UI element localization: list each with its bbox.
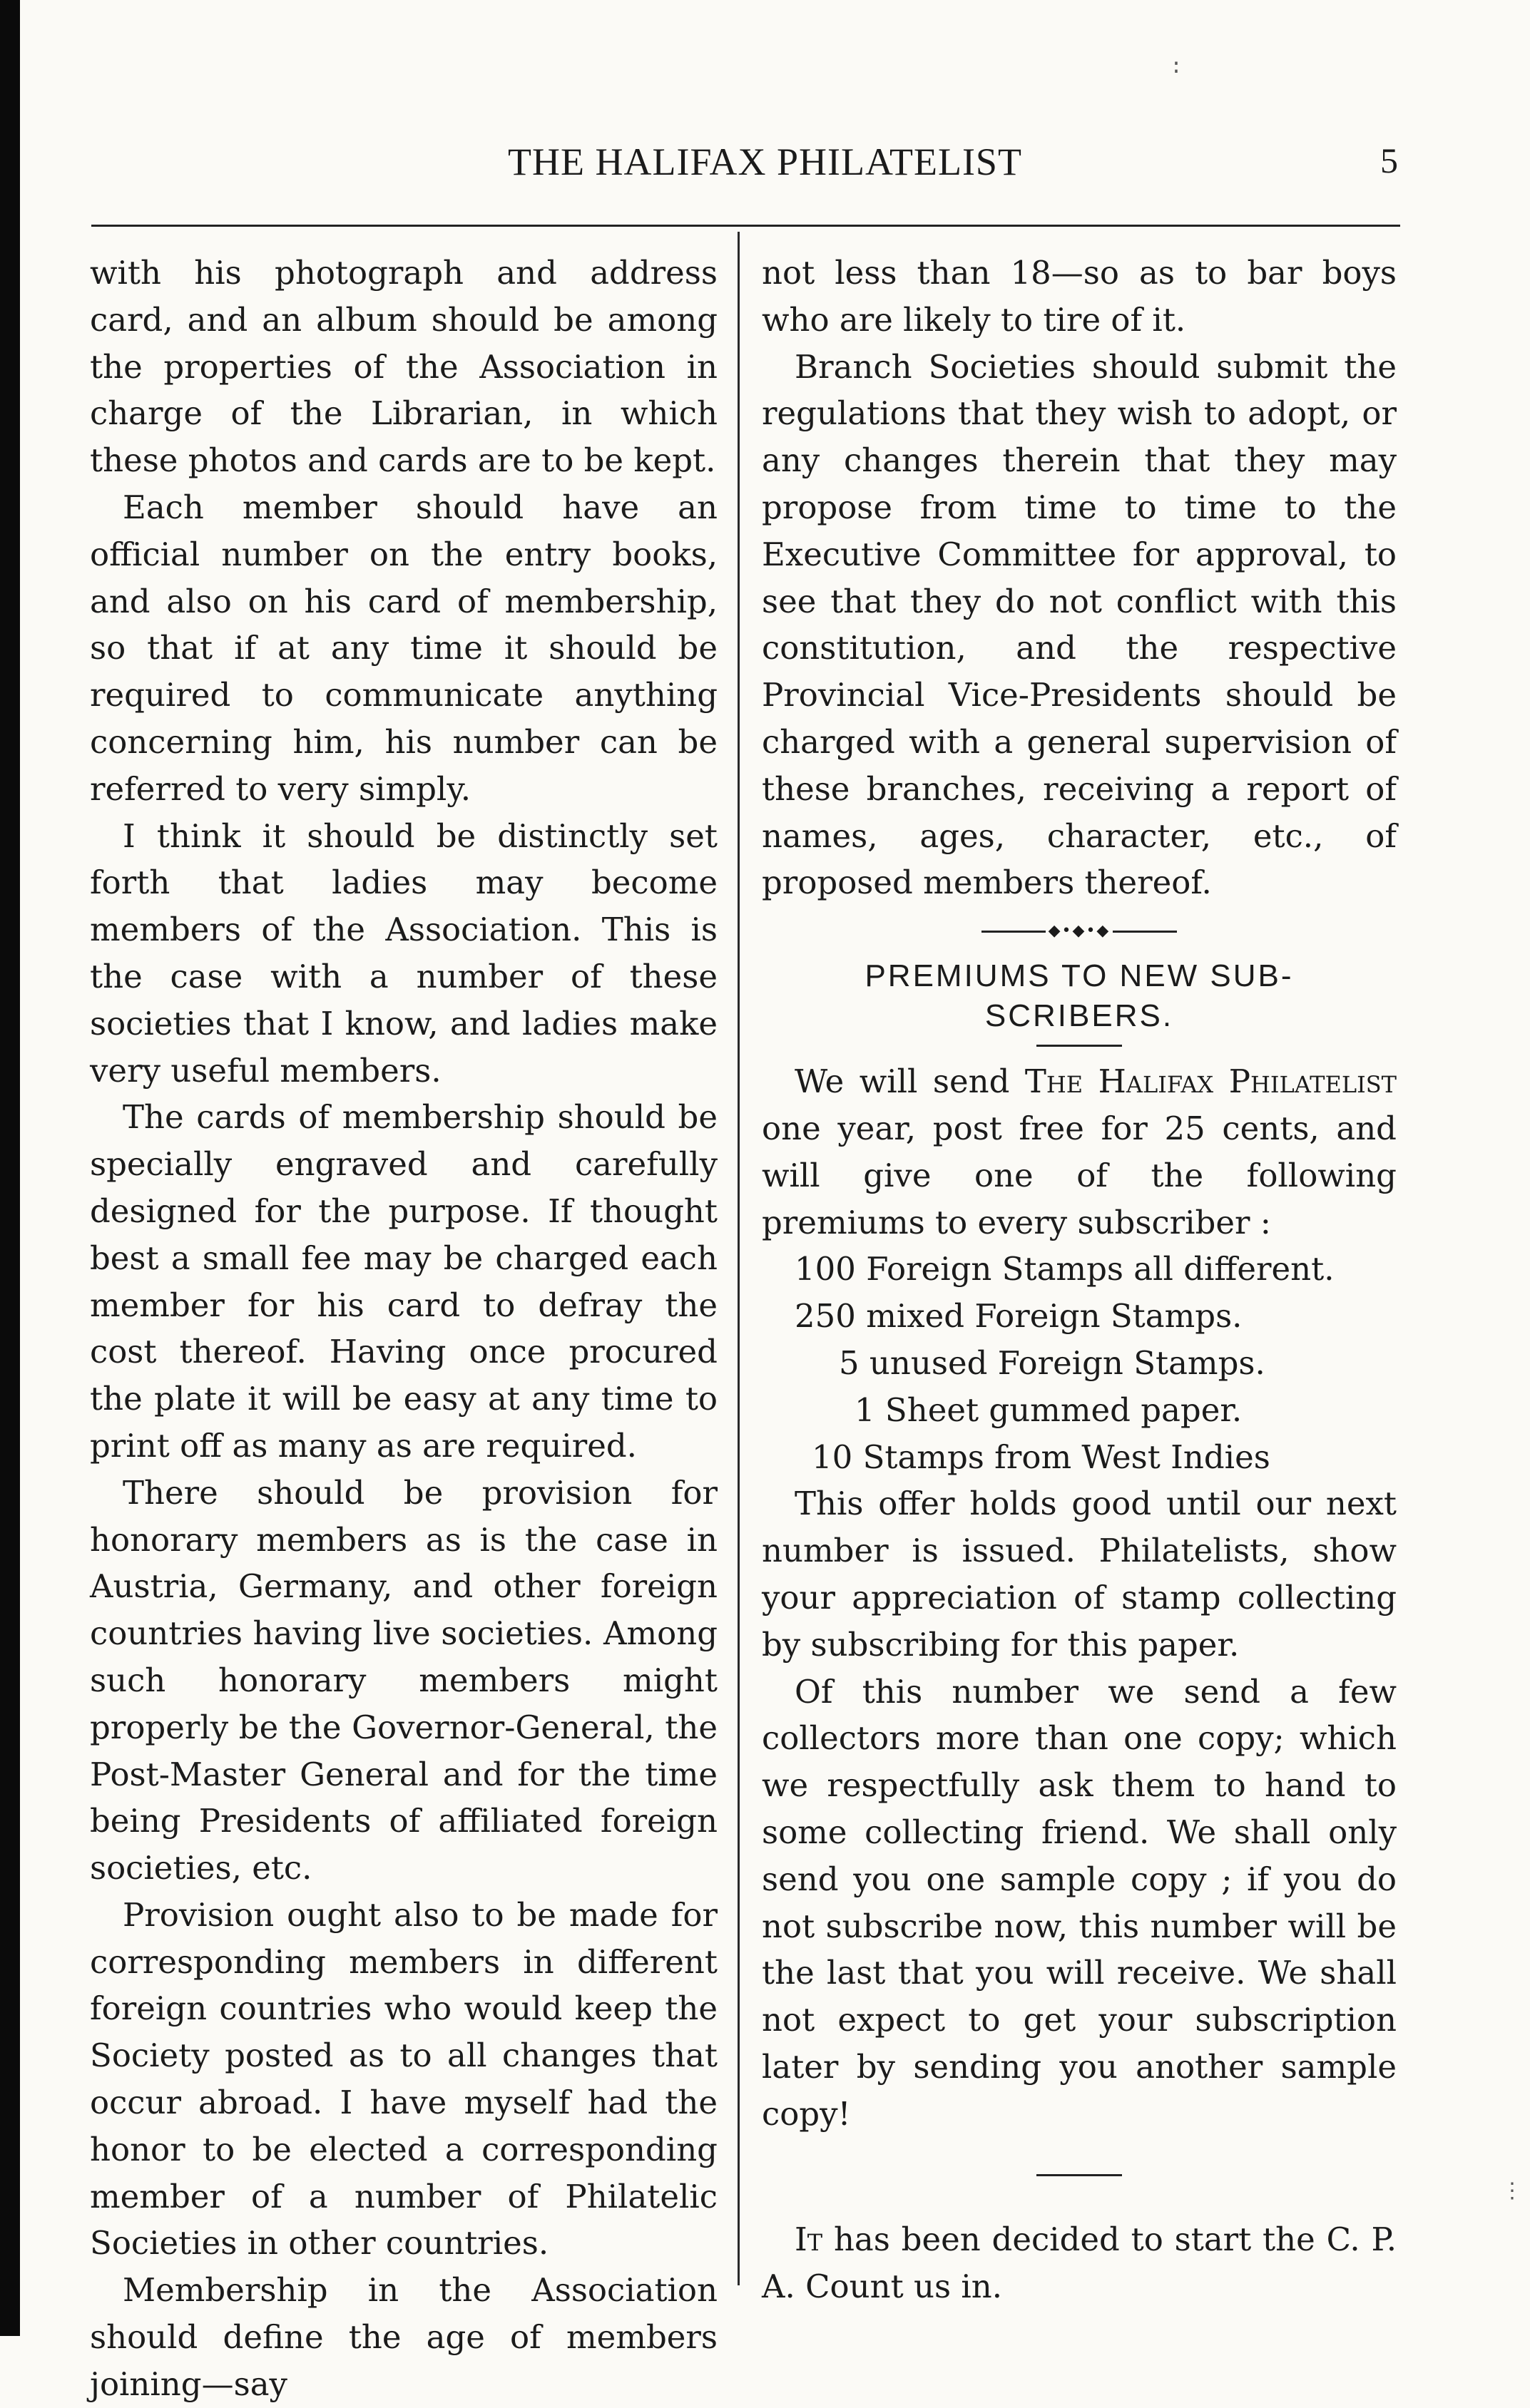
right-column bbox=[762, 250, 1397, 2310]
section-title bbox=[762, 956, 1397, 1036]
section-title-line: SCRIBERS. bbox=[984, 998, 1174, 1034]
margin-mark-top: : bbox=[1170, 56, 1183, 80]
running-title: THE HALIFAX PHILATELIST bbox=[508, 140, 1022, 183]
premium-item: 250 mixed Foreign Stamps. bbox=[795, 1297, 1243, 1336]
premium-list bbox=[762, 1246, 1397, 1480]
left-column bbox=[90, 250, 718, 2408]
ornament-glyph: ◆•◆•◆ bbox=[1048, 922, 1111, 941]
paragraph: This offer holds good until our next number is issued. Philatelists, show your appreciation of stamp collecting by subscribing for this paper. bbox=[762, 1485, 1397, 1664]
paragraph: There should be provision for honorary members as is the case in Austria, Germany, and other foreign countries having live societies. Among such honorary members might properly be the Governor-General, the Post-Master General and for the time being Presidents of affiliated foreign societies, etc. bbox=[90, 1473, 718, 1887]
paragraph: Membership in the Association should define the age of members joining—say bbox=[90, 2271, 718, 2403]
margin-mark-bottom: ⋮ bbox=[1501, 2181, 1523, 2205]
closing-note: It has been decided to start the C. P. A. Count us in. bbox=[762, 2220, 1397, 2306]
offer-intro: We will send The Halifax Philatelist one year, post free for 25 cents, and will give one of the following premiums to every subscriber : bbox=[762, 1062, 1397, 1241]
premium-item: 5 unused Foreign Stamps. bbox=[839, 1343, 1265, 1382]
column-divider bbox=[738, 232, 740, 2285]
section-ornament bbox=[762, 906, 1397, 956]
binding-edge-bar bbox=[0, 0, 20, 2336]
paragraph: with his photograph and address card, and an album should be among the properties of the Association in charge of the Librarian, in which these photos and cards are to be kept. bbox=[90, 254, 718, 480]
premium-item: 1 Sheet gummed paper. bbox=[855, 1390, 1243, 1429]
paragraph: Each member should have an official number on the entry books, and also on his card of membership, so that if at any time it should be required to communicate anything concerning him, his number can be referred to very simply. bbox=[90, 488, 718, 808]
closing-rule bbox=[1036, 2174, 1122, 2176]
paragraph: not less than 18—so as to bar boys who are likely to tire of it. bbox=[762, 254, 1397, 339]
section-title-line: PREMIUMS TO NEW SUB- bbox=[865, 958, 1294, 994]
premium-item: 100 Foreign Stamps all different. bbox=[795, 1250, 1335, 1288]
title-rule bbox=[1036, 1045, 1122, 1047]
paragraph: Provision ought also to be made for corresponding members in different foreign countries who would keep the Society posted as to all changes that occur abroad. I have myself had the honor to be elected a corresponding member of a number of Philatelic Societies in other countries. bbox=[90, 1895, 718, 2263]
paragraph: Branch Societies should submit the regulations that they wish to adopt, or any changes therein that they may propose from time to time to the Executive Committee for approval, to see that they do not conflict with this constitution, and the respective Provincial Vice-Presidents should be charged with a general supervision of these branches, receiving a report of names, ages, character, etc., of proposed members thereof. bbox=[762, 347, 1397, 902]
publication-name: The Halifax Philatelist bbox=[1024, 1062, 1397, 1101]
paragraph: I think it should be distinctly set forth that ladies may become members of the Association. This is the case with a number of these societies that I know, and ladies make very useful members. bbox=[90, 816, 718, 1090]
premium-item: 10 Stamps from West Indies bbox=[812, 1438, 1270, 1476]
header-rule bbox=[91, 225, 1400, 227]
paragraph: The cards of membership should be specially engraved and carefully designed for the purpose. If thought best a small fee may be charged each member for his card to defray the cost thereof. Having once procured the plate it will be easy at any time to print off as many as are required. bbox=[90, 1098, 718, 1465]
paragraph: Of this number we send a few collectors more than one copy; which we respectfully ask them to hand to some collecting friend. We shall only send you one sample copy ; if you do not subscribe now, this number will be the last that you will receive. We shall not expect to get your subscription later by sending you another sample copy! bbox=[762, 1672, 1397, 2133]
page-number: 5 bbox=[1380, 140, 1398, 180]
